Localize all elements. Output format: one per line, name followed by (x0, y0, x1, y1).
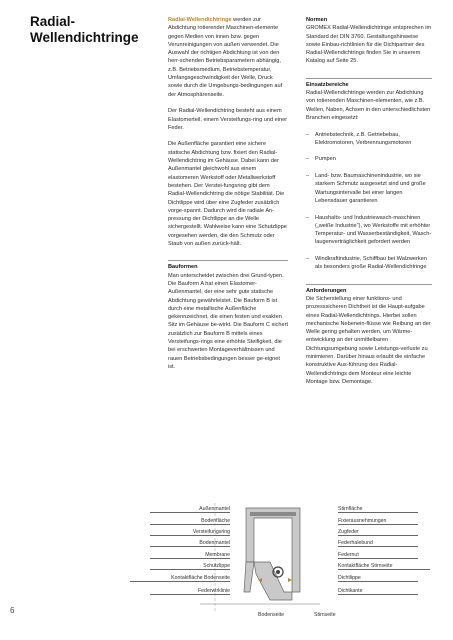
paragraph-components: Der Radial-Wellendichtring besteht aus einem Elastomerteil, einem Versteifungs-ring und einer Feder. (168, 108, 288, 131)
label-stirnflaeche: Stirnfläche (338, 506, 418, 513)
heading-einsatzbereiche: Einsatzbereiche (306, 78, 432, 89)
middle-column (168, 16, 288, 379)
label-versteifungsring: Versteifungsring (150, 529, 230, 536)
label-federwirklinie: Federwirklinie (150, 588, 230, 595)
page-title: Radial- Wellendichtringe (30, 14, 139, 45)
heading-anforderungen: Anforderungen (306, 284, 432, 295)
intro-paragraph (168, 16, 288, 99)
label-stirnseite: Stirnseite (314, 612, 336, 618)
paragraph-bauformen: Man unterscheidet zwischen drei Grund-typen. Die Bauform A hat einen Elastomer-Außenmantel, der eine sehr gute statische Abdichtung gewährleistet. Die Bauform B ist durch eine metallische Außenfläche gekennzeichnet, die einen festen und exakten Sitz im Gehäuse be-wirkt. Die Bauform C sichert zusätzlich zur Bauform B mittels eines Versteifungs-rings eine erhöhte Steifigkeit, die bei erschwerten Montageverhältnissen und rauen Betriebsbedingungen besser ge-eignet ist. (168, 272, 288, 370)
right-column (306, 16, 432, 394)
seal-cross-section-diagram (0, 500, 453, 620)
contact-arrow-right (288, 578, 292, 582)
intro-lead: Radial-Wellendichtringe (168, 17, 232, 23)
label-bodenflaeche: Bodenfläche (150, 518, 230, 525)
protective-lip (244, 562, 254, 592)
page-number: 6 (10, 606, 15, 615)
label-membrane: Membrane (150, 552, 230, 559)
label-kontaktflaeche-stirnseite: Kontaktfläche Stirnseite (338, 563, 430, 570)
label-bodenseite: Bodenseite (258, 612, 284, 618)
label-zugfeder: Zugfeder (338, 529, 418, 536)
label-dichtlippe: Dichtlippe (338, 575, 418, 582)
stiffening-ring (250, 512, 296, 516)
label-kontaktflaeche-bodenseite: Kontaktfläche Bodenseite (130, 575, 230, 582)
list-item: – Haushalts- und Industriewasch-maschinen („weiße Industrie"), wo Werkstoffe mit erhöhter Temperatur- und Wasserbeständigkeit, Wasch-laugenverträglichkeit gefordert werden (306, 214, 432, 246)
label-aussenmantel: Außenmantel (150, 506, 230, 513)
paragraph-outer-surface: Die Außenfläche garantiert eine sichere statische Abdichtung bzw. fixiert den Radial-Wellendichtring im Gehäuse. Dabei kann der Außenmantel gleichwohl aus einem elastomeren Werkstoff oder Metallwerkstoff bestehen. Der Verstei-fungsring gibt dem Radial-Wellendichtring die nötige Stabilität. Die Dichtlippe wird über eine Zugfeder zusätzlich vorge-spannt. Dadurch wird die radiale An-pressung der Dichtlippe an die Welle sichergestellt. Wahlweise kann eine Schutzlippe vorgesehen werden, die den Schmutz oder Staub von außen zurück-hält. (168, 141, 287, 248)
paragraph-anforderungen: Die Sicherstellung einer funktions- und prozesssicheren Dichtheit ist die Haupt-aufgabe eines Radial-Wellendichtrings. Hierbei sollen mechanische Nebenein-flüsse wie Reibung an der Welle gering gehalten werden, um Wärme-entwicklung an der unmittelbaren Dichtungsumgebung sowie Leistungs-verluste zu minimieren. Darüber hinaus erlaubt die einfache konstruktive Aus-führung des Radial-Wellendichtrings dem Monteur eine leichte Montage bzw. Demontage. (306, 295, 431, 385)
label-schutzlippe: Schutzlippe (150, 563, 230, 570)
list-item: – Antriebstechnik, z.B. Getriebebau, Elektromotoren, Verbrennungsmotoren (306, 131, 412, 146)
garter-spring-core (276, 570, 280, 574)
application-list (306, 131, 432, 272)
list-item: – Windkraftindustrie, Schiffbau bei Walzwerken als besonders große Radial-Wellendichtringe (306, 256, 427, 271)
label-federhalebund: Federhalebund (338, 540, 418, 547)
heading-normen: Normen (306, 17, 328, 23)
paragraph-einsatzbereiche: Radial-Wellendichtringe werden zur Abdichtung von rotierenden Maschinen-elementen, wie z.B. Wellen, Naben, Achsen in den unterschiedlichsten Branchen eingesetzt: (306, 90, 431, 121)
paragraph-normen: GROMEX Radial-Wellendichtringe entsprechen im Standard der DIN 3760. Gestaltungshinweise sowie Einbau-richtlinien für die Dichtpartner des Radial-Wellendichtrings finden Sie in unserem Katalog auf Seite 25. (306, 25, 432, 65)
label-fixierausnehmungen: Fixierausnehmungen (338, 518, 418, 525)
heading-bauformen: Bauformen (168, 260, 288, 271)
intro-text: werden zur Abdichtung rotierender Maschinen-elemente gegen Medien von innen bzw. gegen Verunreinigungen von außen verwendet. Die Auswahl der richtigen Abdichtung ist von den herr-schenden Betriebsparametern abhängig, z.B. Betriebsmedium, Betriebstemperatur, Umfangsgeschwindigkeit der Welle, Druck sowie durch die Umgebungs-bedingungen auf der Atmosphärenseite. (168, 17, 283, 98)
label-bodenmantel: Bodenmantel (150, 540, 230, 547)
sealing-lip (254, 562, 292, 600)
list-item: – Pumpen (306, 156, 336, 163)
label-federnut: Federnut (338, 552, 418, 559)
label-dichtkante: Dichtkante (338, 588, 418, 595)
list-item: – Land- bzw. Baumaschinenindustrie, wo sie starkem Schmutz ausgesetzt sind und große Wartungsintervalle bei einer langen Lebensdauer garantieren (306, 173, 426, 204)
